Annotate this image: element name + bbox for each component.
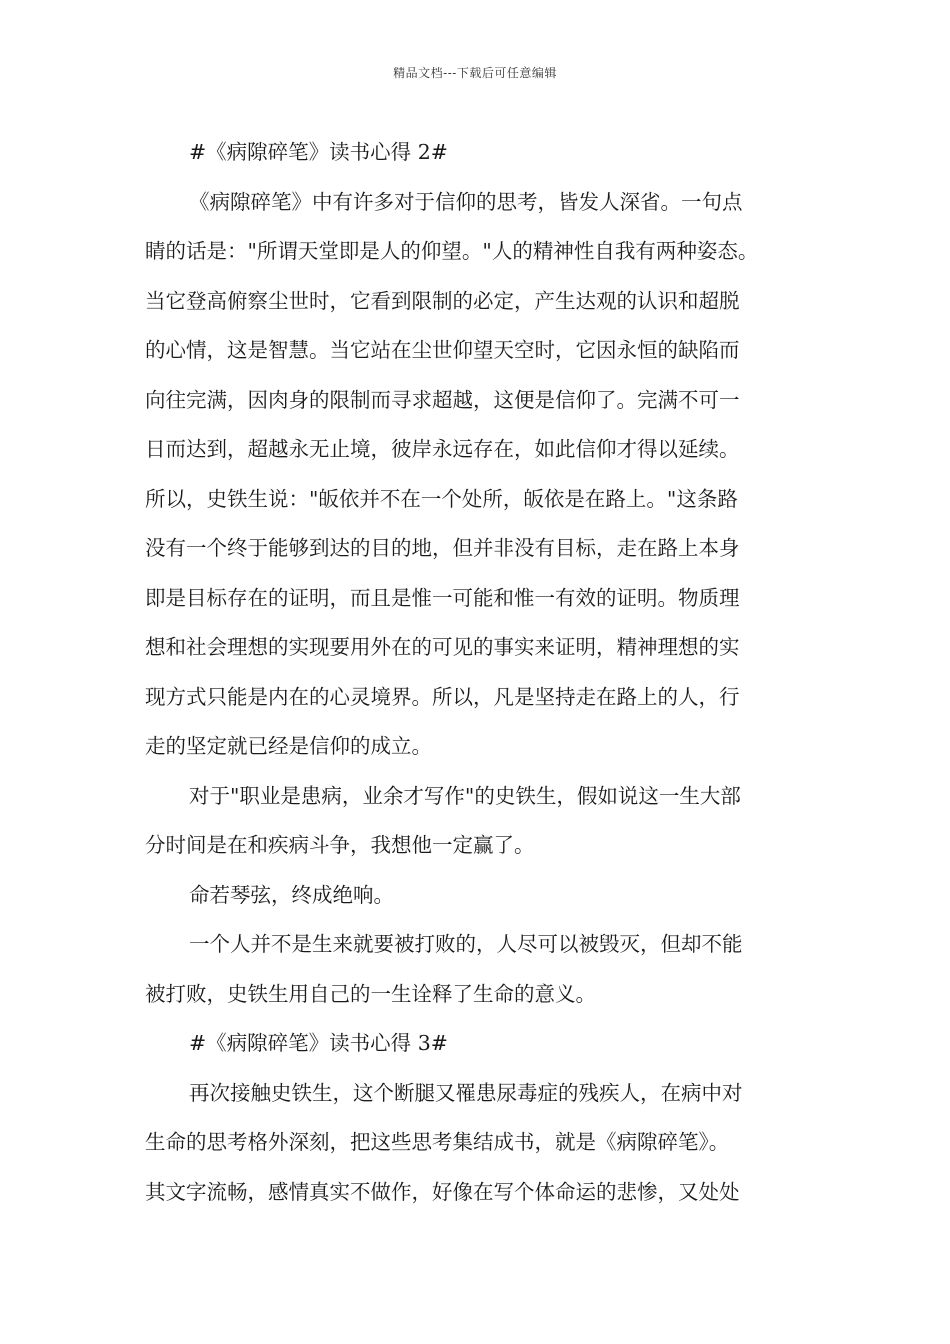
page-header: 精品文档---下载后可任意编辑 <box>393 66 557 80</box>
text-line: 分时间是在和疾病斗争，我想他一定赢了。 <box>145 833 535 857</box>
text-line: 想和社会理想的实现要用外在的可见的事实来证明，精神理想的实 <box>145 635 740 659</box>
text-line: 没有一个终于能够到达的目的地，但并非没有目标，走在路上本身 <box>145 536 740 560</box>
text-line: 现方式只能是内在的心灵境界。所以，凡是坚持走在路上的人，行 <box>145 684 740 709</box>
paragraph <box>145 1019 820 1069</box>
text-line: 再次接触史铁生，这个断腿又罹患尿毒症的残疾人，在病中对 <box>189 1080 743 1105</box>
paragraph <box>145 920 820 1019</box>
paragraph <box>145 871 820 921</box>
text-line: 即是目标存在的证明，而且是惟一可能和惟一有效的证明。物质理 <box>145 585 740 610</box>
text-line: 睛的话是："所谓天堂即是人的仰望。"人的精神性自我有两种姿态。 <box>145 239 759 263</box>
text-line: 当它登高俯察尘世时，它看到限制的必定，产生达观的认识和超脱 <box>145 288 740 313</box>
text-line: 其文字流畅，感情真实不做作，好像在写个体命运的悲惨，又处处 <box>145 1179 740 1204</box>
text-line: 向往完满，因肉身的限制而寻求超越，这便是信仰了。完满不可一 <box>145 387 740 412</box>
text-line: #《病隙碎笔》读书心得 2# <box>189 140 448 164</box>
paragraph <box>145 772 820 871</box>
text-line: 走的坚定就已经是信仰的成立。 <box>145 734 432 758</box>
text-line: 对于"职业是患病，业余才写作"的史铁生，假如说这一生大部 <box>189 783 741 808</box>
text-line: 所以，史铁生说："皈依并不在一个处所，皈依是在路上。"这条路 <box>145 486 738 511</box>
document-body <box>145 128 820 1217</box>
text-line: 命若琴弦，终成绝响。 <box>189 882 394 907</box>
text-line: 日而达到，超越永无止境，彼岸永远存在，如此信仰才得以延续。 <box>145 437 740 461</box>
text-line: 生命的思考格外深刻，把这些思考集结成书，就是《病隙碎笔》。 <box>145 1130 730 1154</box>
text-line: 《病隙碎笔》中有许多对于信仰的思考，皆发人深省。一句点 <box>189 189 743 214</box>
text-line: 的心情，这是智慧。当它站在尘世仰望天空时，它因永恒的缺陷而 <box>145 338 740 362</box>
paragraph <box>145 128 820 178</box>
text-line: #《病隙碎笔》读书心得 3# <box>189 1031 448 1055</box>
paragraph <box>145 1069 820 1218</box>
paragraph <box>145 178 820 772</box>
text-line: 被打败，史铁生用自己的一生诠释了生命的意义。 <box>145 981 596 1006</box>
text-line: 一个人并不是生来就要被打败的，人尽可以被毁灭，但却不能 <box>189 932 743 956</box>
